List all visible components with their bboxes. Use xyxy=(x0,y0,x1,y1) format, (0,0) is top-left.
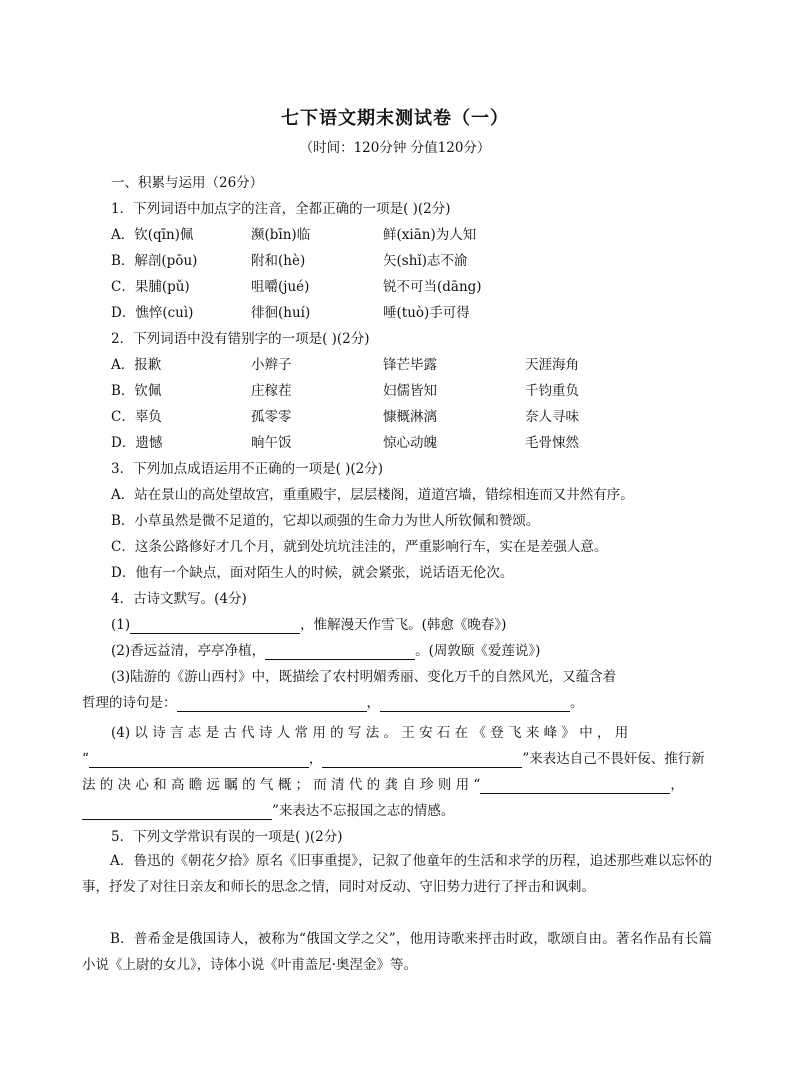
page-title: 七下语文期末测试卷（一） xyxy=(281,108,509,129)
q2-d-3: 惊心动魄 xyxy=(383,435,437,451)
q4-4-blank-1[interactable] xyxy=(89,753,309,768)
q2-b-4: 千钧重负 xyxy=(525,383,579,399)
q2-a-4: 天涯海角 xyxy=(525,357,579,373)
q1-d-3: 唾(tuò)手可得 xyxy=(383,305,470,321)
q2-c-3: 慷概淋漓 xyxy=(383,409,437,425)
q2-b-2: 庄稼茬 xyxy=(251,383,292,399)
q3-option-c: C．这条公路修好才几个月，就到处坑坑洼洼的，严重影响行车，实在是差强人意。 xyxy=(111,539,608,555)
q1-b-2: 附和(hè) xyxy=(251,253,306,269)
q2-c-2: 孤零零 xyxy=(251,409,292,425)
q4-item-2 xyxy=(111,642,711,660)
q1-c-1: C．果脯(pǔ) xyxy=(111,279,190,295)
q4-4-line2-suffix: ”来表达自己不畏奸佞、推行新 xyxy=(522,751,705,767)
q4-stem: 4．古诗文默写。(4分) xyxy=(111,591,247,607)
q4-4-open-quote: “ xyxy=(82,751,89,767)
q3-option-a: A．站在景山的高处望故宫，重重殿宇，层层楼阁，道道宫墙，错综相连而又井然有序。 xyxy=(111,487,634,503)
q4-item-1 xyxy=(111,616,711,634)
q2-a-1: A．报歉 xyxy=(111,357,162,373)
q2-a-2: 小辫子 xyxy=(251,357,292,373)
q4-3-blank-2[interactable] xyxy=(380,697,570,712)
q2-d-2: 晌午饭 xyxy=(251,435,292,451)
q4-item-3-line2 xyxy=(82,694,682,712)
page-subtitle: （时间：120分钟 分值120分） xyxy=(299,140,491,156)
q1-a-3: 鲜(xiān)为人知 xyxy=(383,227,477,243)
q4-2-blank[interactable] xyxy=(265,645,415,660)
q4-item-4-line1: (4) 以 诗 言 志 是 古 代 诗 人 常 用 的 写 法 。 王 安 石 在 《 登 飞 来 峰 》 中 ， 用 xyxy=(111,725,629,741)
q2-c-4: 奈人寻味 xyxy=(525,409,579,425)
q2-stem: 2．下列词语中没有错别字的一项是( )(2分) xyxy=(111,331,370,347)
q1-b-1: B．解剖(pōu) xyxy=(111,253,198,269)
q4-1-prefix: (1) xyxy=(111,617,131,633)
q2-b-3: 妇儒皆知 xyxy=(383,383,437,399)
q1-c-2: 咀嚼(jué) xyxy=(251,279,310,295)
q1-d-1: D．憔悴(cuì) xyxy=(111,305,194,321)
q5-stem: 5．下列文学常识有误的一项是( )(2分) xyxy=(111,829,343,845)
q4-2-suffix: 。(周敦颐《爱莲说》) xyxy=(415,643,541,659)
q2-a-3: 锋芒毕露 xyxy=(383,357,437,373)
q2-d-1: D．遗憾 xyxy=(111,435,163,451)
q4-item-4-line3 xyxy=(82,776,682,794)
q4-item-4-line4 xyxy=(82,802,682,820)
q2-c-1: C．辜负 xyxy=(111,409,162,425)
q4-item-4-line2 xyxy=(82,750,705,768)
q4-2-prefix: (2)香远益清，亭亭净植， xyxy=(111,643,266,659)
q3-option-b: B．小草虽然是微不足道的，它却以顽强的生命力为世人所钦佩和赞颂。 xyxy=(111,513,540,529)
q5-option-a: A．鲁迅的《朝花夕拾》原名《旧事重提》，记叙了他童年的生活和求学的历程，追述那些难以忘怀的事，抒发了对往日亲友和师长的思念之情，同时对反动、守旧势力进行了抨击和讽刺。 xyxy=(82,853,712,895)
q3-option-d: D．他有一个缺点，面对陌生人的时候，就会紧张，说话语无伦次。 xyxy=(111,565,514,581)
q4-3-prefix: 哲理的诗句是： xyxy=(82,695,177,711)
q4-4-blank-4[interactable] xyxy=(82,805,272,820)
q2-d-4: 毛骨悚然 xyxy=(525,435,579,451)
q4-4-blank-2[interactable] xyxy=(322,753,522,768)
q4-4-comma: ， xyxy=(308,751,323,767)
q4-4-line3-text: 法 的 决 心 和 高 瞻 远 瞩 的 气 概 ； 而 清 代 的 龚 自 珍 则 用 “ xyxy=(82,777,481,793)
q4-3-separator: ， xyxy=(366,695,380,711)
q4-3-blank-1[interactable] xyxy=(177,697,367,712)
q4-4-line4-suffix: ”来表达不忘报国之志的情感。 xyxy=(272,803,455,819)
q4-3-end: 。 xyxy=(570,695,584,711)
q1-a-1: A．钦(qīn)佩 xyxy=(111,227,194,243)
section-heading: 一、积累与运用（26分） xyxy=(111,175,264,191)
q1-stem: 1．下列词语中加点字的注音，全都正确的一项是( )(2分) xyxy=(111,201,451,217)
q1-a-2: 濒(bīn)临 xyxy=(251,227,311,243)
q1-c-3: 锐不可当(dāng) xyxy=(383,279,482,295)
q1-b-3: 矢(shǐ)志不渝 xyxy=(383,253,468,269)
q4-4-blank-3[interactable] xyxy=(480,779,670,794)
q1-d-2: 徘徊(huí) xyxy=(251,305,311,321)
q2-b-1: B．钦佩 xyxy=(111,383,162,399)
q4-1-suffix: ，惟解漫天作雪飞。(韩愈《晚春》) xyxy=(300,617,507,633)
q5-option-b: B．普希金是俄国诗人，被称为“俄国文学之父”，他用诗歌来抨击时政，歌颂自由。著名作品有长篇小说《上尉的女儿》，诗体小说《叶甫盖尼·奥涅金》等。 xyxy=(82,931,712,973)
q4-4-line3-end: ， xyxy=(670,777,684,793)
q3-stem: 3．下列加点成语运用不正确的一项是( )(2分) xyxy=(111,461,384,477)
q4-1-blank[interactable] xyxy=(130,619,300,634)
q4-item-3-line1: (3)陆游的《游山西村》中，既描绘了农村明媚秀丽、变化万千的自然风光，又蕴含着 xyxy=(111,669,617,685)
